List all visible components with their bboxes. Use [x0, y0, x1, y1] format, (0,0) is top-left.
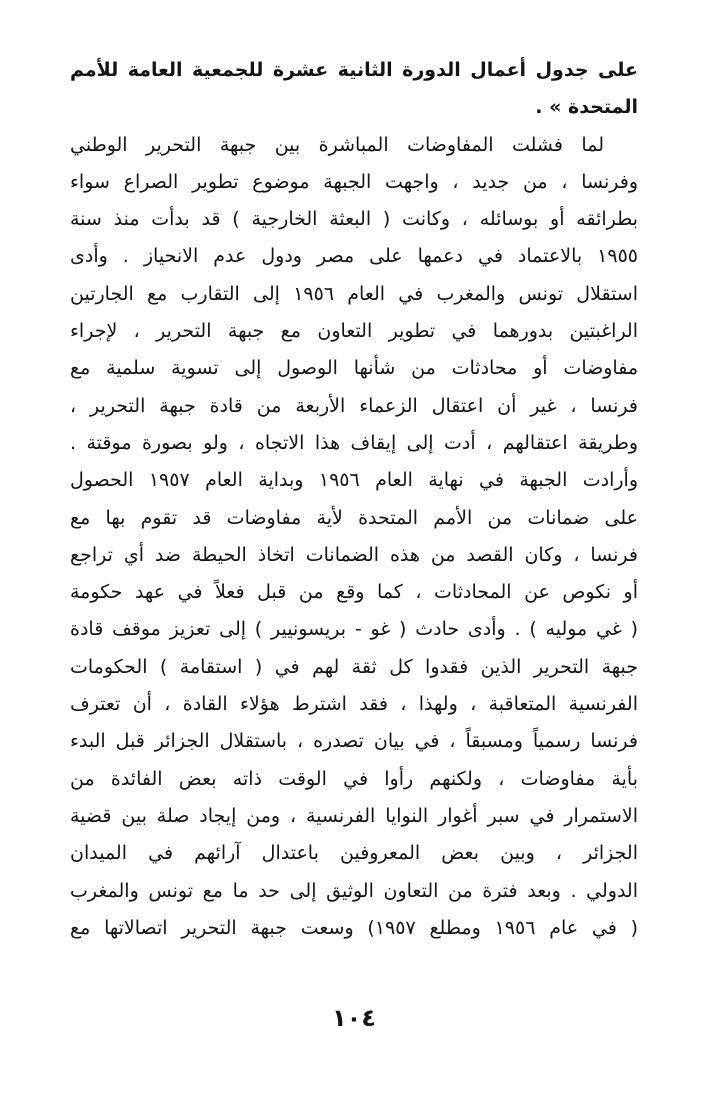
text-line-19: فرنسا رسمياً ومسبقاً ، في بيان تصدره ، باستقلال الجزائر قبل البدء: [70, 730, 638, 753]
text-line-24: ( في عام ١٩٥٦ ومطلع ١٩٥٧) وسعت جبهة التحرير اتصالاتها مع: [70, 916, 638, 939]
text-line-10: فرنسا ، غير أن اعتقال الزعماء الأربعة من قادة جبهة التحرير ،: [70, 394, 638, 417]
text-line-23: الدولي . وبعد فترة من التعاون الوثيق إلى حد ما مع تونس والمغرب: [70, 879, 638, 902]
text-line-13: على ضمانات من الأمم المتحدة لأية مفاوضات قد تقوم بها مع: [70, 506, 638, 529]
text-line-14: فرنسا ، وكان القصد من هذه الضمانات اتخاذ الحيطة ضد أي تراجع: [70, 543, 638, 566]
text-line-4: وفرنسا ، من جديد ، واجهت الجبهة موضوع تطوير الصراع سواء: [70, 170, 638, 193]
text-line-12: وأرادت الجبهة في نهاية العام ١٩٥٦ وبداية العام ١٩٥٧ الحصول: [70, 469, 638, 492]
text-line-1: على جدول أعمال الدورة الثانية عشرة للجمعية العامة للأمم: [70, 59, 638, 81]
page-number: ١٠٤: [332, 1004, 376, 1032]
text-line-16: ( غي موليه ) . وأدى حادث ( غو - بريسونيير ) إلى تعزيز موقف قادة: [70, 618, 638, 641]
text-line-2: المتحدة » .: [535, 96, 638, 119]
text-line-15: أو نكوص عن المحادثات ، كما وقع من قبل فعلاً في عهد حكومة: [70, 581, 638, 604]
text-line-5: بطرائقه أو بوسائله ، وكانت ( البعثة الخارجية ) قد بدأت منذ سنة: [70, 208, 638, 231]
text-line-3: لما فشلت المفاوضات المباشرة بين جبهة التحرير الوطني: [70, 133, 604, 156]
text-line-6: ١٩٥٥ بالاعتماد في دعمها على مصر ودول عدم الانحياز . وأدى: [70, 245, 638, 268]
text-line-7: استقلال تونس والمغرب في العام ١٩٥٦ إلى التقارب مع الجارتين: [70, 282, 638, 305]
text-line-22: الجزائر ، وبين بعض المعروفين باعتدال آرائهم في الميدان: [70, 842, 638, 865]
text-line-8: الراغبتين بدورهما في تطوير التعاون مع جبهة التحرير ، لإجراء: [70, 320, 638, 343]
body-text: [70, 52, 638, 947]
text-line-9: مفاوضات أو محادثات من شأنها الوصول إلى تسوية سلمية مع: [70, 357, 638, 380]
text-line-17: جبهة التحرير الذين فقدوا كل ثقة لهم في ( استقامة ) الحكومات: [70, 655, 638, 678]
text-line-20: بأية مفاوضات ، ولكنهم رأوا في الوقت ذاته بعض الفائدة من: [70, 767, 638, 790]
text-line-21: الاستمرار في سبر أغوار النوايا الفرنسية ، ومن إيجاد صلة بين قضية: [70, 804, 638, 827]
text-line-18: الفرنسية المتعاقبة ، ولهذا ، فقد اشترط هؤلاء القادة ، أن تعترف: [70, 693, 638, 716]
text-line-11: وطريقة اعتقالهم ، أدت إلى إيقاف هذا الاتجاه ، ولو بصورة موقتة .: [70, 431, 638, 454]
